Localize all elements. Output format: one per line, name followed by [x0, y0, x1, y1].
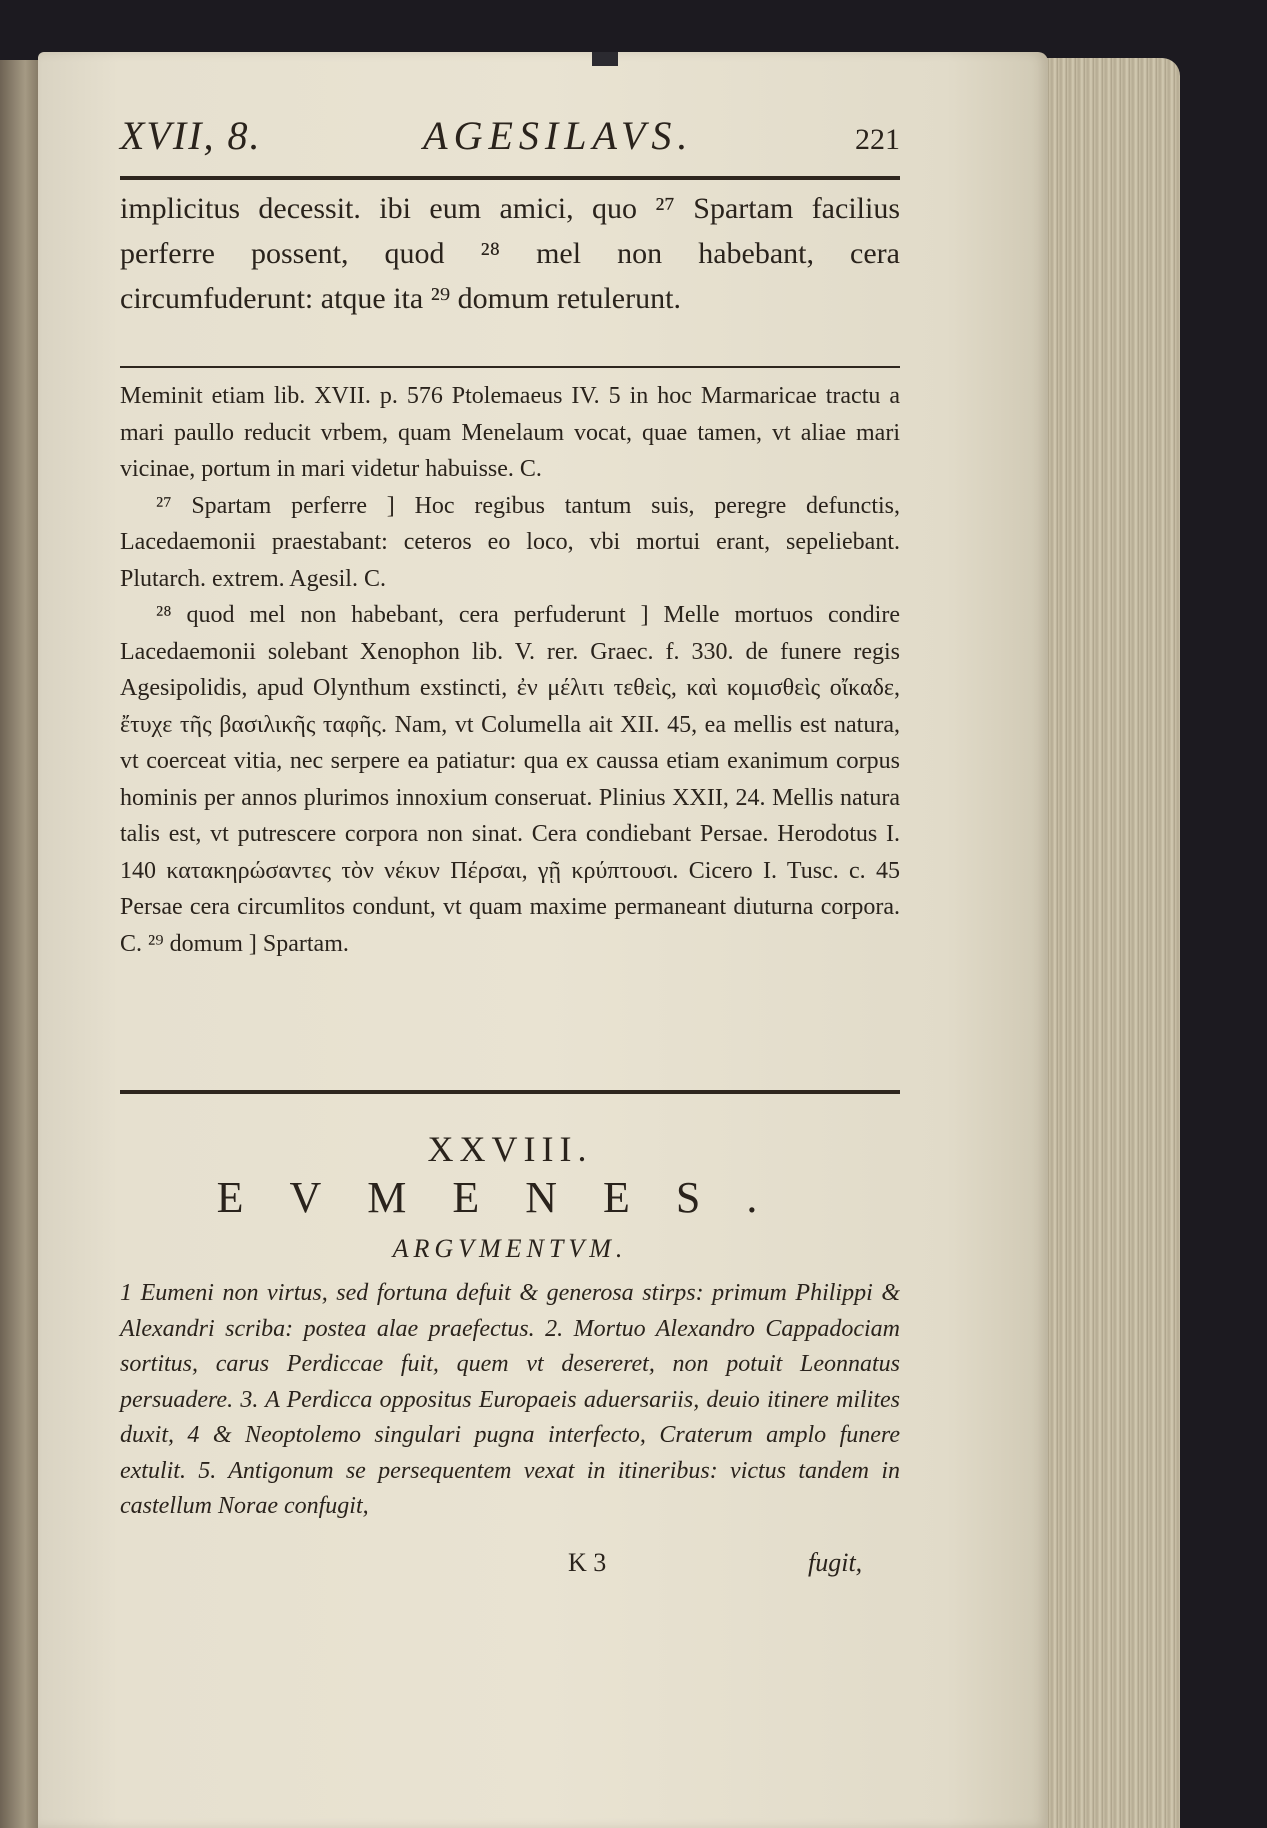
left-page-edge	[0, 60, 42, 1828]
binding-tab	[592, 52, 618, 66]
page-block-edges	[1040, 58, 1180, 1828]
notes	[120, 378, 900, 962]
running-header	[120, 112, 900, 168]
notes-rule	[120, 366, 900, 368]
chapter-number: XXVIII.	[427, 1129, 593, 1169]
background-right	[1180, 60, 1267, 1828]
note-paragraph: Meminit etiam lib. XVII. p. 576 Ptolemaeus IV. 5 in hoc Marmaricae tractu a mari paullo reducit vrbem, quam Menelaum vocat, quae tamen, vt aliae mari vicinae, portum in mari videtur habuisse. C.	[120, 383, 900, 482]
argument-text: 1 Eumeni non virtus, sed fortuna defuit & generosa stirps: primum Philippi & Alexandri scriba: postea alae praefectus. 2. Mortuo Alexandro Cappadociam sortitus, carus Perdiccae fuit, quem vt desereret, non potuit Leonnatus persuadere. 3. A Perdicca oppositus Europaeis aduersariis, deuio itinere milites duxit, 4 & Neoptolemo singulari pugna interfecto, Craterum amplo funere extulit. 5. Antigonum se persequentem vexat in itineribus: victus tandem in castellum Norae confugit,	[120, 1280, 900, 1519]
argument-label: ARGVMENTVM.	[392, 1234, 628, 1263]
signature-mark: K 3	[568, 1548, 607, 1577]
main-text: implicitus decessit. ibi eum amici, quo ²⁷ Spartam facilius perferre possent, quod ²⁸ mel non habebant, cera circumfuderunt: atque ita ²⁹ domum retulerunt.	[120, 192, 900, 315]
chapter-title: EVMENES.	[216, 1173, 804, 1222]
note-paragraph: ²⁷ Spartam perferre ] Hoc regibus tantum suis, peregre defunctis, Lacedaemonii praestabant: ceteros eo loco, vbi mortui erant, sepeliebant. Plutarch. extrem. Agesil. C.	[120, 492, 900, 592]
note-paragraph: ²⁸ quod mel non habebant, cera perfuderunt ] Melle mortuos condire Lacedaemonii solebant Xenophon lib. V. rer. Graec. f. 330. de funere regis Agesipolidis, apud Olynthum exstincti, ἐν μέλιτι τεθεὶς, καὶ κομισθεὶς οἴκαδε, ἔτυχε τῆς βασιλικῆς ταφῆς. Nam, vt Columella ait XII. 45, ea mellis est natura, vt coerceat vitia, nec serpere ea patiatur: qua ex caussa etiam exanimum corpus hominis per annos plurimos innoxium conseruat. Plinius XXII, 24. Mellis natura talis est, vt putrescere corpora non sinat. Cera condiebant Persae. Herodotus I. 140 κατακηρώσαντες τὸν νέκυν Πέρσαι, γῇ κρύπτουσι. Cicero I. Tusc. c. 45 Persae cera circumlitos condunt, vt quam maxime permaneant diuturna corpora. C. ²⁹ domum ] Spartam.	[120, 602, 900, 957]
catchword: fugit,	[808, 1548, 863, 1577]
header-section: XVII, 8.	[120, 113, 262, 158]
page-number: 221	[855, 123, 900, 156]
section-divider	[120, 1090, 900, 1094]
header-title: AGESILAVS.	[423, 113, 694, 158]
header-rule	[120, 176, 900, 180]
